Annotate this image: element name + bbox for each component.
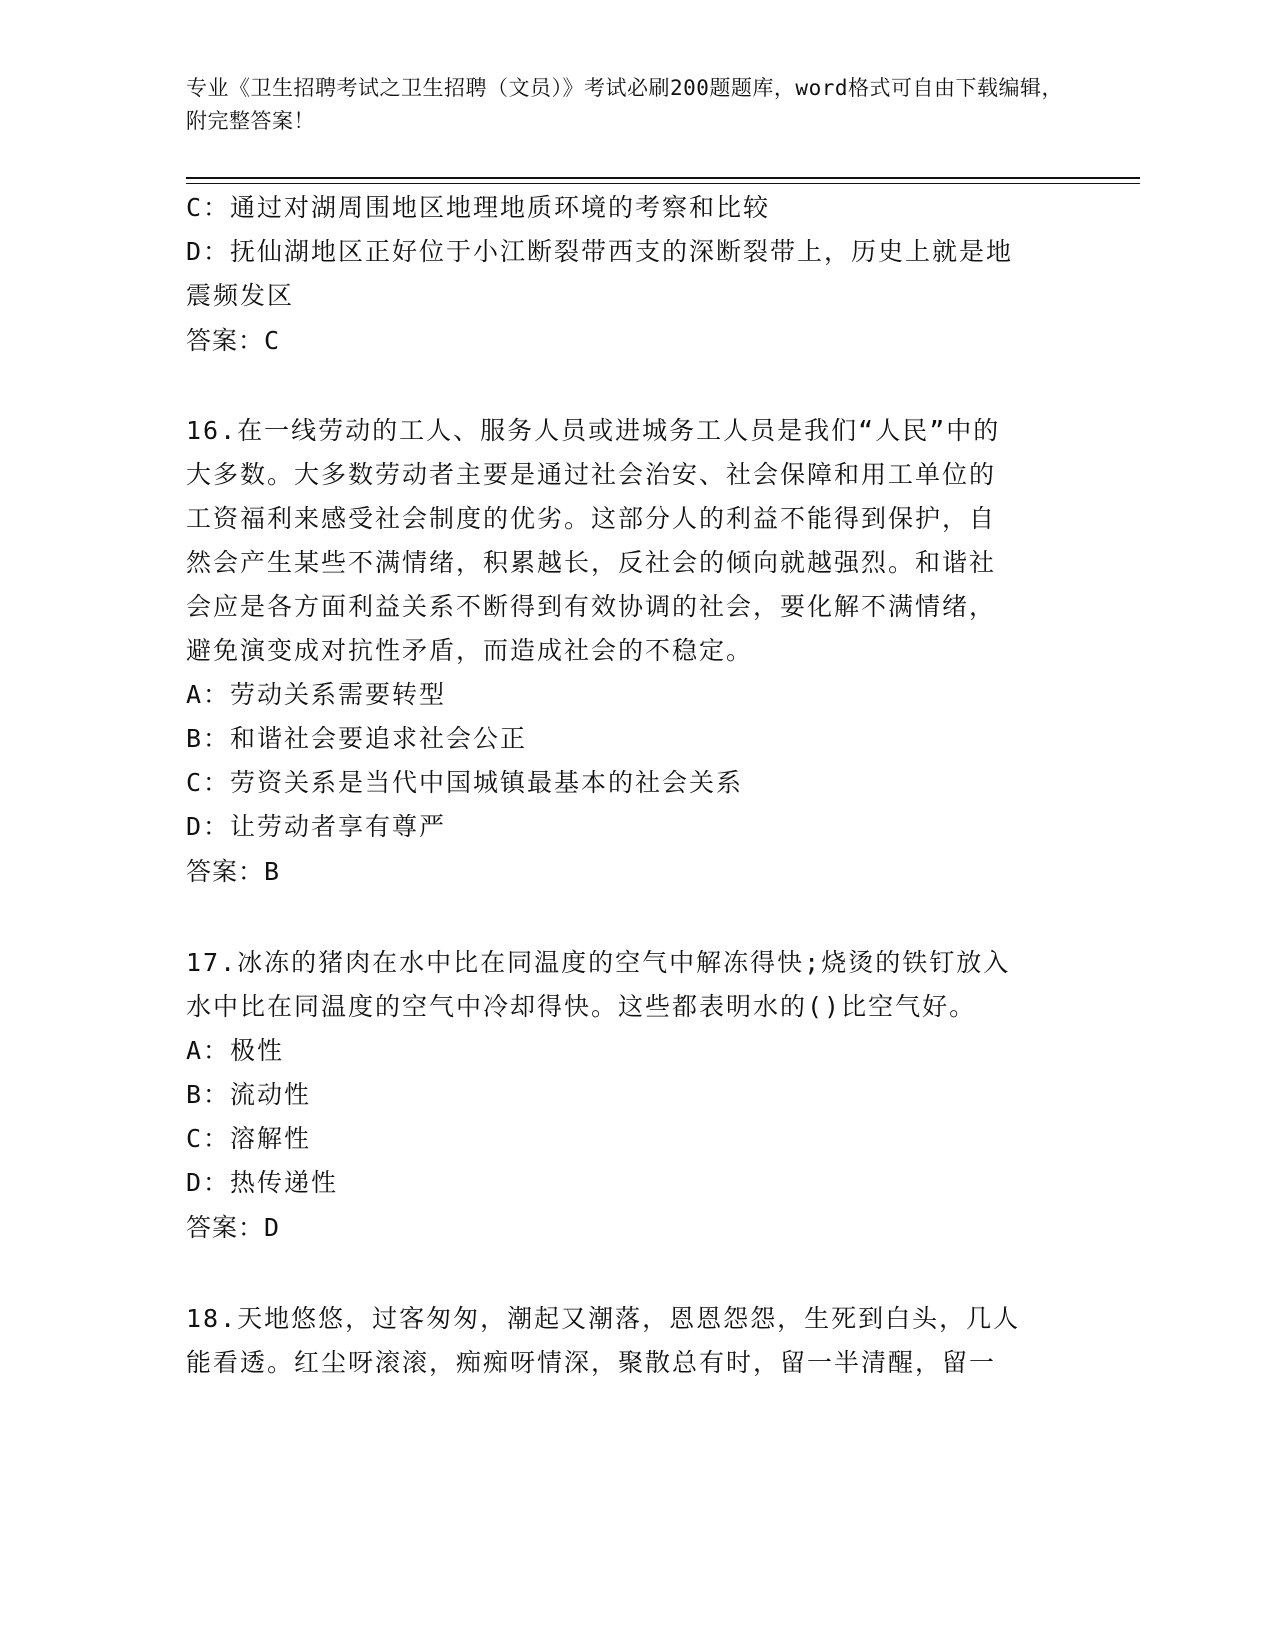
q17-answer: 答案：D: [186, 1213, 281, 1242]
document-title: 专业《卫生招聘考试之卫生招聘（文员）》考试必刷200题题库，word格式可自由下载编辑，附完整答案！: [186, 76, 1063, 133]
header-divider-thin: [186, 183, 1140, 184]
q17-option-d: D：热传递性: [186, 1168, 339, 1197]
q15-option-d-line2: 震频发区: [186, 281, 295, 310]
q17-stem-line2: 水中比在同温度的空气中冷却得快。这些都表明水的()比空气好。: [186, 992, 977, 1021]
q16-option-b: B：和谐社会要追求社会公正: [186, 724, 528, 753]
q18-stem-line2: 能看透。红尘呀滚滚，痴痴呀情深，聚散总有时，留一半清醒，留一: [186, 1348, 997, 1377]
q16-answer: 答案：B: [186, 857, 281, 886]
q18-stem-line1: 18.天地悠悠，过客匆匆，潮起又潮落，恩恩怨怨，生死到白头，几人: [186, 1304, 1021, 1333]
q15-option-c: C：通过对湖周围地区地理地质环境的考察和比较: [186, 193, 771, 222]
q16-stem-line6: 避免演变成对抗性矛盾，而造成社会的不稳定。: [186, 636, 754, 665]
q16-stem-line4: 然会产生某些不满情绪，积累越长，反社会的倾向就越强烈。和谐社: [186, 548, 997, 577]
q17-option-a: A：极性: [186, 1036, 285, 1065]
q16-stem-line1: 16.在一线劳动的工人、服务人员或进城务工人员是我们“人民”中的: [186, 416, 1001, 445]
q16-option-d: D：让劳动者享有尊严: [186, 812, 447, 841]
q17-stem-line1: 17.冰冻的猪肉在水中比在同温度的空气中解冻得快;烧烫的铁钉放入: [186, 948, 1011, 977]
q17-option-c: C：溶解性: [186, 1124, 312, 1153]
q16-stem-line2: 大多数。大多数劳动者主要是通过社会治安、社会保障和用工单位的: [186, 460, 997, 489]
q16-stem-line5: 会应是各方面利益关系不断得到有效协调的社会，要化解不满情绪，: [186, 592, 997, 621]
q16-option-a: A：劳动关系需要转型: [186, 680, 447, 709]
q16-option-c: C：劳资关系是当代中国城镇最基本的社会关系: [186, 768, 744, 797]
q15-answer: 答案：C: [186, 326, 281, 355]
q15-option-d-line1: D：抚仙湖地区正好位于小江断裂带西支的深断裂带上，历史上就是地: [186, 237, 1014, 266]
header-divider: [186, 177, 1140, 179]
q16-stem-line3: 工资福利来感受社会制度的优劣。这部分人的利益不能得到保护，自: [186, 504, 997, 533]
q17-option-b: B：流动性: [186, 1080, 312, 1109]
